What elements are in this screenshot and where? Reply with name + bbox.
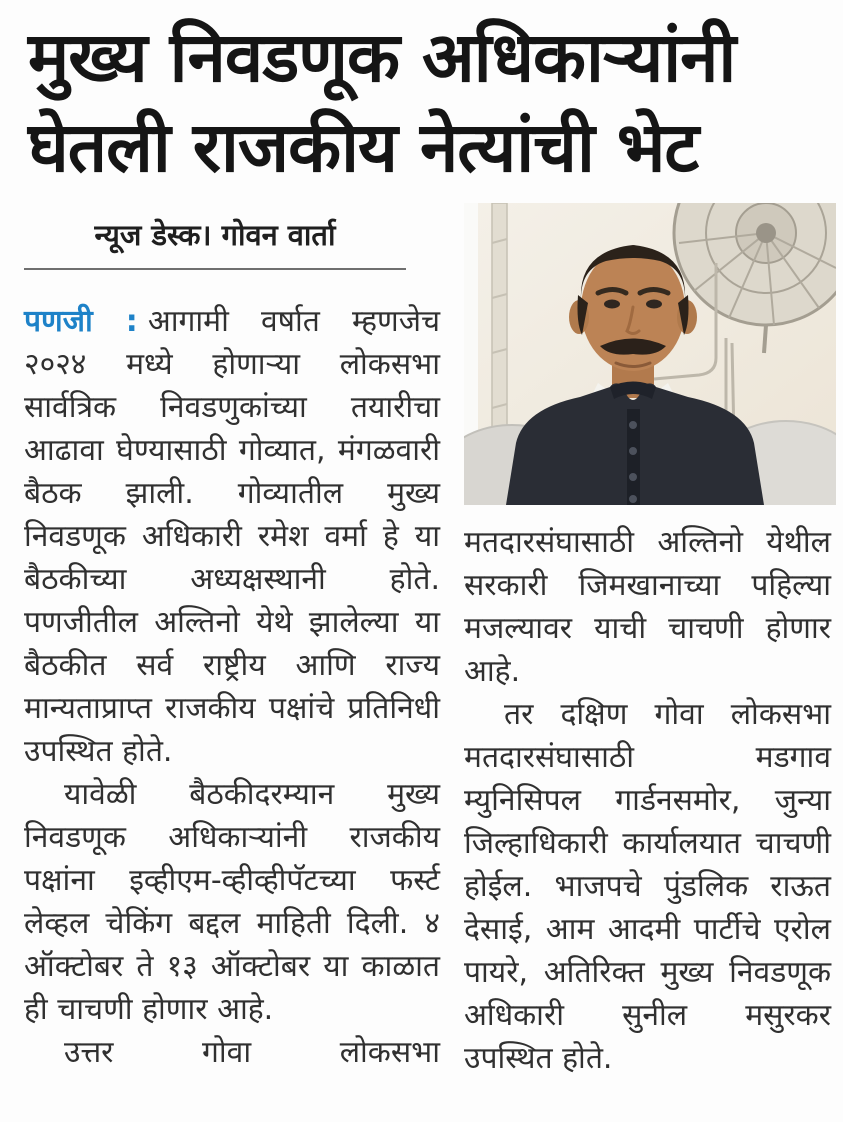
paragraph-3-start: उत्तर गोवा लोकसभा [64,1035,440,1071]
byline-text: न्यूज डेस्क। गोवन वार्ता [94,218,336,253]
headline [28,14,831,193]
headline-line-2: घेतली राजकीय नेत्यांची भेट [28,107,699,188]
byline [24,209,406,270]
portrait-photo-drawing [464,203,836,505]
headline-line-1: मुख्य निवडणूक अधिकाऱ्यांनी [28,18,736,98]
dateline: पणजी : [24,304,138,340]
paragraph-4: तर दक्षिण गोवा लोकसभा मतदारसंघासाठी मडगाव म्युनिसिपल गार्डनसमोर, जुन्या जिल्हाधिकारी कार्यालयात चाचणी होईल. भाजपचे पुंडलिक राऊत देसाई, आम आदमी पार्टीचे एरोल पायरे, अतिरिक्त मुख्य निवडणूक अधिकारी सुनील मसुरकर उपस्थित होते. [464,697,831,1077]
paragraph-1 [24,300,440,773]
paragraph-2: यावेळी बैठकीदरम्यान मुख्य निवडणूक अधिकाऱ्यांनी राजकीय पक्षांना इव्हीएम-व्हीव्हीपॅटच्या फर्स्ट लेव्हल चेकिंग बद्दल माहिती दिली. ४ ऑक्टोबर ते १३ ऑक्टोबर या काळात ही चाचणी होणार आहे. [24,777,440,1028]
article-body [24,203,831,1080]
portrait-photo [464,203,836,505]
paragraph-3-continued: मतदारसंघासाठी अल्तिनो येथील सरकारी जिमखानाच्या पहिल्या मजल्यावर याची चाचणी होणार आहे. [464,525,831,690]
right-column [464,203,831,1080]
left-column [24,203,440,1074]
paragraph-1-text: आगामी वर्षात म्हणजेच २०२४ मध्ये होणाऱ्या लोकसभा सार्वत्रिक निवडणुकांच्या तयारीचा आढावा घेण्यासाठी गोव्यात, मंगळवारी बैठक झाली. गोव्यातील मुख्य निवडणूक अधिकारी रमेश वर्मा हे या बैठकीच्या अध्यक्षस्थानी होते. पणजीतील अल्तिनो येथे झालेल्या या बैठकीत सर्व राष्ट्रीय आणि राज्य मान्यताप्राप्त राजकीय पक्षांचे प्रतिनिधी उपस्थित होते. [24,304,441,770]
